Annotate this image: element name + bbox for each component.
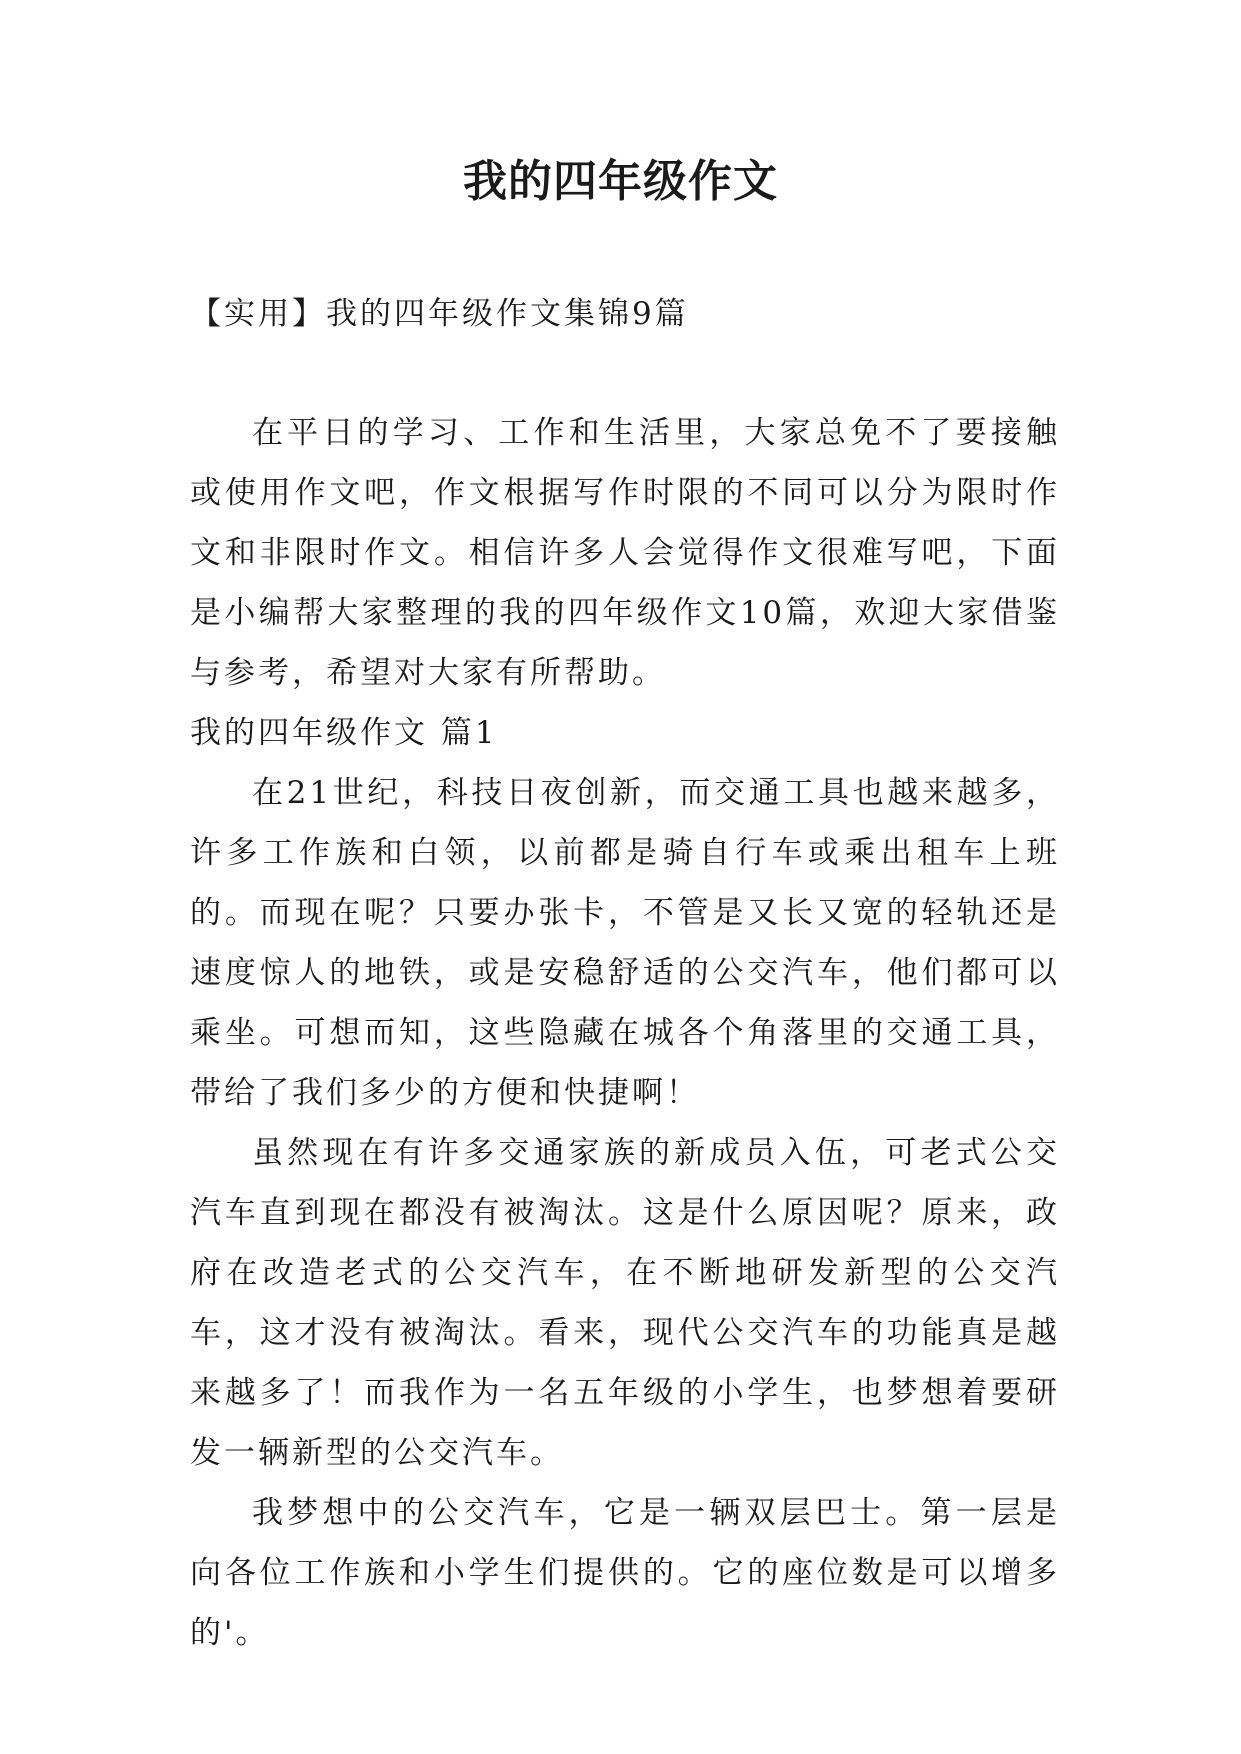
document-subtitle: 【实用】我的四年级作文集锦9篇 <box>190 296 689 332</box>
document-body <box>190 403 1060 1663</box>
document-title: 我的四年级作文 <box>463 156 778 207</box>
body-paragraph: 虽然现在有许多交通家族的新成员入伍，可老式公交汽车直到现在都没有被淘汰。这是什么原因呢？原来，政府在改造老式的公交汽车，在不断地研发新型的公交汽车，这才没有被淘汰。看来，现代公交汽车的功能真是越来越多了！而我作为一名五年级的小学生，也梦想着要研发一辆新型的公交汽车。 <box>190 1135 1060 1471</box>
body-paragraph: 在21世纪，科技日夜创新，而交通工具也越来越多，许多工作族和白领，以前都是骑自行车或乘出租车上班的。而现在呢？只要办张卡，不管是又长又宽的轻轨还是速度惊人的地铁，或是安稳舒适的公交汽车，他们都可以乘坐。可想而知，这些隐藏在城各个角落里的交通工具，带给了我们多少的方便和快捷啊！ <box>190 775 1060 1111</box>
body-paragraph: 我梦想中的公交汽车，它是一辆双层巴士。第一层是向各位工作族和小学生们提供的。它的座位数是可以增多的'。 <box>190 1495 1060 1651</box>
intro-paragraph: 在平日的学习、工作和生活里，大家总免不了要接触或使用作文吧，作文根据写作时限的不同可以分为限时作文和非限时作文。相信许多人会觉得作文很难写吧，下面是小编帮大家整理的我的四年级作文10篇，欢迎大家借鉴与参考，希望对大家有所帮助。 <box>190 415 1060 691</box>
section-heading: 我的四年级作文 篇1 <box>190 715 498 751</box>
